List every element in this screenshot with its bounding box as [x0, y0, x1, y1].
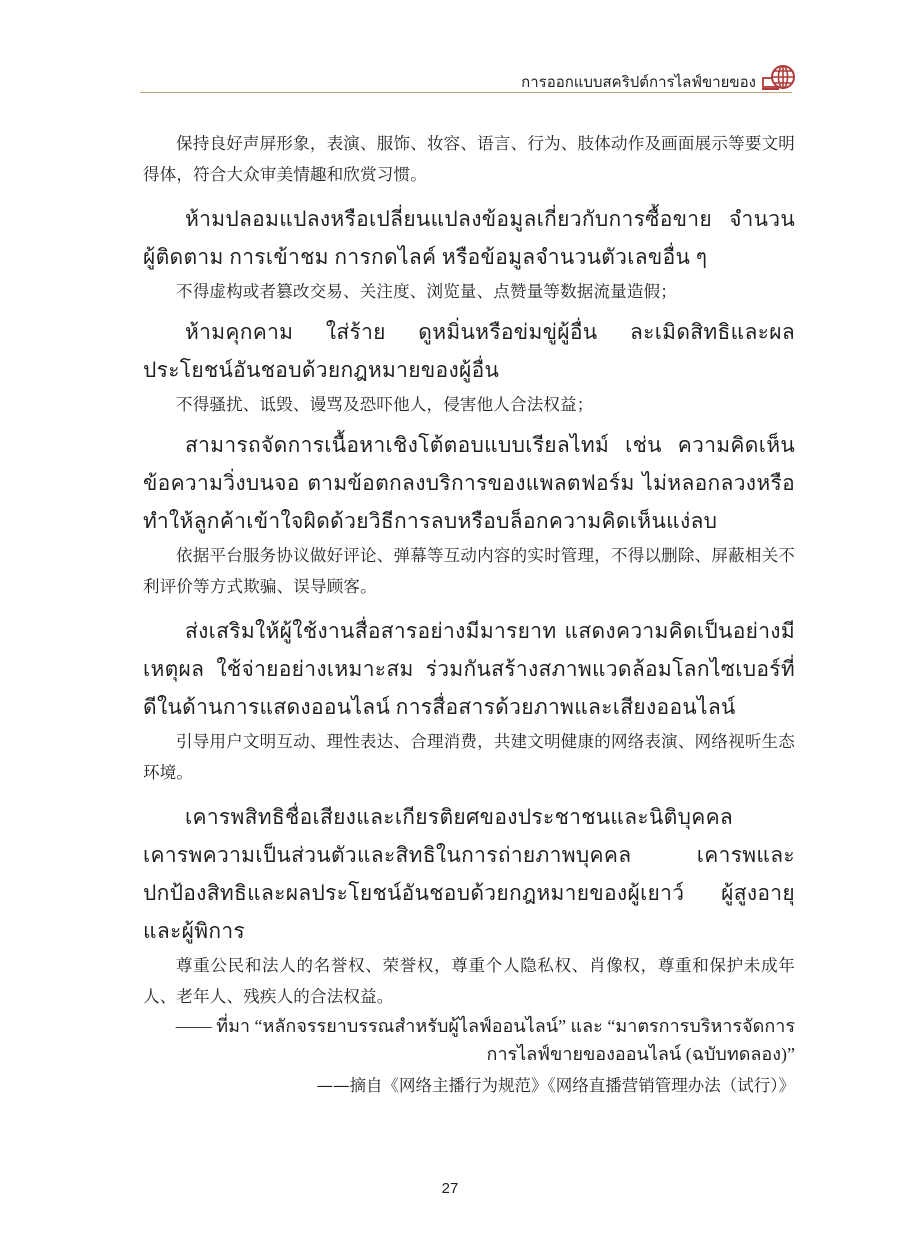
paragraph-4-zh: 依据平台服务协议做好评论、弹幕等互动内容的实时管理，不得以删除、屏蔽相关不利评价等方式欺骗、误导顾客。	[143, 546, 795, 596]
source-citation	[143, 1012, 795, 1102]
paragraph-6-zh: 尊重公民和法人的名誉权、荣誉权，尊重个人隐私权、肖像权，尊重和保护未成年人、老年人、残疾人的合法权益。	[143, 956, 795, 1006]
paragraph-4-th: สามารถจัดการเนื้อหาเชิงโต้ตอบแบบเรียลไทม์ เช่น ความคิดเห็น ข้อความวิ่งบนจอ ตามข้อตกลงบริการของแพลตฟอร์ม ไม่หลอกลวงหรือทำให้ลูกค้าเข้าใจผิดด้วยวิธีการลบหรือบล็อกความคิดเห็นแง่ลบ	[143, 433, 795, 533]
paragraph-5-th: ส่งเสริมให้ผู้ใช้งานสื่อสารอย่างมีมารยาท แสดงความคิดเป็นอย่างมีเหตุผล ใช้จ่ายอย่างเหมาะสม ร่วมกันสร้างสภาพแวดล้อมโลกไซเบอร์ที่ดีในด้านการแสดงออนไลน์ การสื่อสารด้วยภาพและเสียงออนไลน์	[143, 619, 795, 719]
paragraph-3-th: ห้ามคุกคาม ใส่ร้าย ดูหมิ่นหรือข่มขู่ผู้อื่น ละเมิดสิทธิและผลประโยชน์อันชอบด้วยกฎหมายของผู้อื่น	[143, 320, 795, 382]
header-title: การออกแบบสคริปต์การไลฟ์ขายของ	[521, 74, 756, 91]
paragraph-3-zh: 不得骚扰、诋毁、谩骂及恐吓他人，侵害他人合法权益；	[176, 395, 594, 414]
paragraph-6-th: เคารพสิทธิชื่อเสียงและเกียรติยศของประชาชนและนิติบุคคล เคารพความเป็นส่วนตัวและสิทธิในการถ่ายภาพบุคคล เคารพและปกป้องสิทธิและผลประโยชน์อันชอบด้วยกฎหมายของผู้เยาว์ ผู้สูงอายุและผู้พิการ	[143, 805, 795, 943]
laptop-globe-icon	[762, 62, 796, 96]
source-th-line-2: การไลฟ์ขายของออนไลน์ (ฉบับทดลอง)”	[486, 1044, 795, 1064]
paragraph-5-zh: 引导用户文明互动、理性表达、合理消费，共建文明健康的网络表演、网络视听生态环境。	[143, 732, 795, 782]
header-rule	[140, 92, 792, 93]
paragraph-2-th: ห้ามปลอมแปลงหรือเปลี่ยนแปลงข้อมูลเกี่ยวกับการซื้อขาย จำนวนผู้ติดตาม การเข้าชม การกดไลค์ หรือข้อมูลจำนวนตัวเลขอื่น ๆ	[143, 207, 795, 269]
page-header	[140, 64, 792, 94]
page-content	[143, 128, 795, 1102]
paragraph-1-zh: 保持良好声屏形象，表演、服饰、妆容、语言、行为、肢体动作及画面展示等要文明得体，符合大众审美情趣和欣赏习惯。	[143, 134, 795, 184]
page-number: 27	[441, 1180, 459, 1197]
paragraph-2-zh: 不得虚构或者篡改交易、关注度、浏览量、点赞量等数据流量造假；	[176, 282, 677, 301]
source-zh: ——摘自《网络主播行为规范》《网络直播营销管理办法（试行）》	[316, 1076, 795, 1095]
source-th-line-1: —— ที่มา “หลักจรรยาบรรณสำหรับผู้ไลฟ์ออนไลน์” และ “มาตรการบริหารจัดการ	[175, 1016, 795, 1036]
